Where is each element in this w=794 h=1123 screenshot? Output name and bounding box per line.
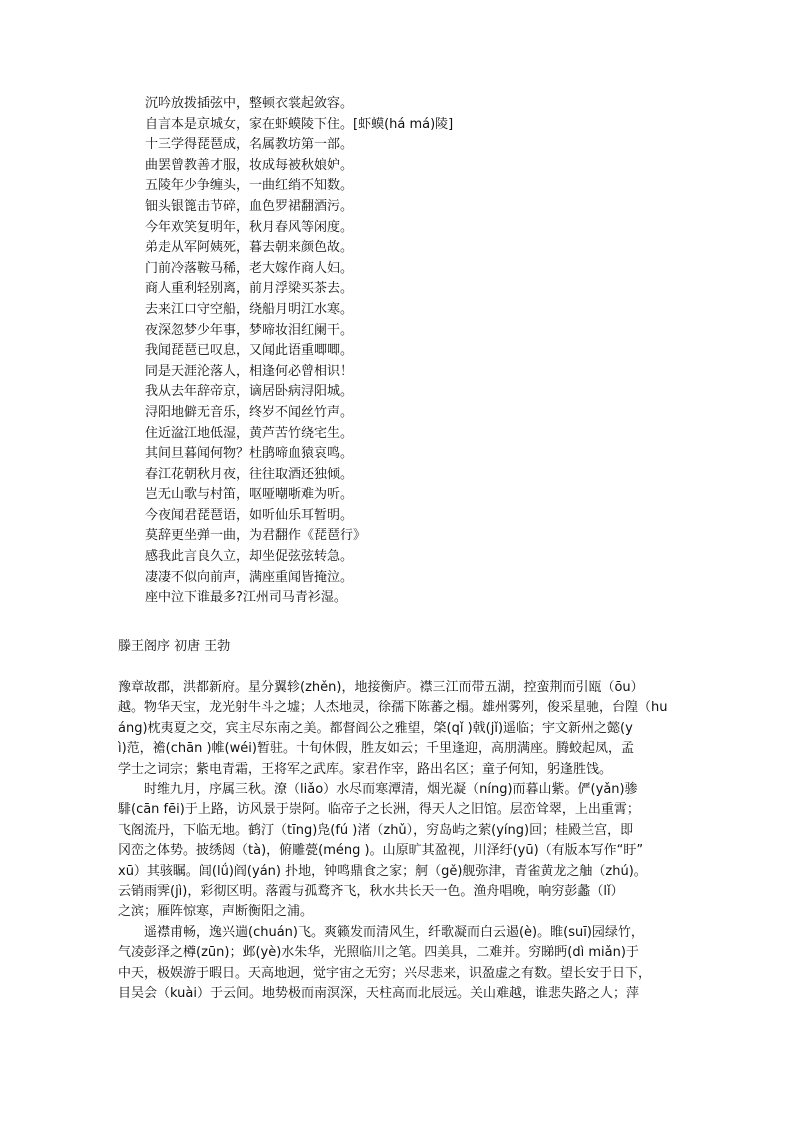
essay-line: ì)范，襜(chān )帷(wéi)暂驻。十旬休假，胜友如云；千里逢迎，高朋满座。腾蛟起凤，孟 xyxy=(118,741,634,757)
essay-line: 目吴会（kuài）于云间。地势极而南溟深，天柱高而北辰远。关山难越，谁悲失路之人；萍 xyxy=(118,986,639,1002)
essay-line: 越。物华天宝，龙光射牛斗之墟；人杰地灵，徐孺下陈蕃之榻。雄州雾列，俊采星驰，台隍（hu xyxy=(118,700,668,716)
essay-line: xū）其骇瞩。闾(lǘ)阎(yán) 扑地，钟鸣鼎食之家；舸（gě)舰弥津，青雀黄龙之舳（zhú)。 xyxy=(118,863,647,879)
essay-block xyxy=(118,678,680,1005)
poem-line: 今夜闻君琵琶语，如听仙乐耳暂明。 xyxy=(145,507,354,523)
poem-line: 夜深忽梦少年事，梦啼妆泪红阑干。 xyxy=(145,322,354,338)
poem-line: 岂无山歌与村笛，呕哑嘲哳难为听。 xyxy=(145,487,354,503)
essay-line: 豫章故郡，洪都新府。星分翼轸(zhěn)，地接衡庐。襟三江而带五湖，控蛮荆而引瓯（ōu） xyxy=(118,680,644,695)
poem-block xyxy=(145,94,705,609)
poem-line: 钿头银篦击节碎，血色罗裙翻酒污。 xyxy=(145,198,354,214)
poem-line: 今年欢笑复明年，秋月春风等闲度。 xyxy=(145,219,354,235)
essay-line: áng)枕夷夏之交，宾主尽东南之美。都督阎公之雅望，棨(qǐ )戟(jǐ)遥临；宇文新州之懿(y xyxy=(118,720,633,736)
poem-line: 其间旦暮闻何物？杜鹃啼血猿哀鸣。 xyxy=(145,446,354,462)
poem-line: 莫辞更坐弹一曲，为君翻作《琵琶行》 xyxy=(145,528,367,544)
essay-line: 时维九月，序属三秋。潦（liǎo）水尽而寒潭清，烟光凝（níng)而暮山紫。俨(yǎn)骖 xyxy=(144,782,638,798)
essay-title: 滕王阁序 初唐 王勃 xyxy=(118,639,231,654)
essay-line: 騑(cān fēi)于上路，访风景于崇阿。临帝子之长洲，得天人之旧馆。层峦耸翠，上出重霄； xyxy=(118,802,640,818)
poem-line: 我闻琵琶已叹息，又闻此语重唧唧。 xyxy=(145,343,354,359)
poem-line: 我从去年辞帝京，谪居卧病浔阳城。 xyxy=(145,384,354,400)
essay-line: 遥襟甫畅，逸兴遄(chuán)飞。爽籁发而清风生，纤歌凝而白云遏(è)。睢(suī)园绿竹， xyxy=(144,924,644,940)
poem-line: 座中泣下谁最多?江州司马青衫湿。 xyxy=(145,590,347,606)
poem-line: 自言本是京城女，家在虾蟆陵下住。[虾蟆(há má)陵] xyxy=(145,116,454,132)
poem-line: 去来江口守空船，绕船月明江水寒。 xyxy=(145,301,354,317)
poem-line: 曲罢曾教善才服，妆成每被秋娘妒。 xyxy=(145,157,354,173)
poem-line: 凄凄不似向前声，满座重闻皆掩泣。 xyxy=(145,569,354,585)
essay-line: 飞阁流丹，下临无地。鹤汀（tīng)凫(fú )渚（zhǔ），穷岛屿之萦(yíng)回；桂殿兰宫，即 xyxy=(118,822,634,838)
poem-line: 同是天涯沦落人，相逢何必曾相识！ xyxy=(145,363,354,379)
essay-line: 云销雨霁(jì)，彩彻区明。落霞与孤鹜齐飞，秋水共长天一色。渔舟唱晚，响穷彭蠡（lǐ） xyxy=(118,884,624,900)
poem-line: 住近湓江地低湿，黄芦苦竹绕宅生。 xyxy=(145,425,354,441)
poem-line: 春江花朝秋月夜，往往取酒还独倾。 xyxy=(145,466,354,482)
essay-line: 学士之词宗；紫电青霜，王将军之武库。家君作宰，路出名区；童子何知，躬逢胜饯。 xyxy=(118,761,613,777)
poem-line: 门前冷落鞍马稀，老大嫁作商人妇。 xyxy=(145,260,354,276)
essay-line: 中天，极娱游于暇日。天高地迥，觉宇宙之无穷；兴尽悲来，识盈虚之有数。望长安于日下， xyxy=(118,965,652,981)
poem-line: 商人重利轻别离，前月浮梁买茶去。 xyxy=(145,281,354,297)
poem-line: 感我此言良久立，却坐促弦弦转急。 xyxy=(145,549,354,565)
poem-line: 十三学得琵琶成，名属教坊第一部。 xyxy=(145,137,354,153)
poem-line: 沉吟放拨插弦中，整顿衣裳起敛容。 xyxy=(145,96,354,111)
poem-line: 弟走从军阿姨死，暮去朝来颜色故。 xyxy=(145,240,354,256)
poem-line: 浔阳地僻无音乐，终岁不闻丝竹声。 xyxy=(145,404,354,420)
essay-line: 冈峦之体势。披绣闼（tà)，俯雕甍(méng )。山原旷其盈视，川泽纡(yū)（有版本写作“盱” xyxy=(118,843,644,859)
essay-line: 之滨；雁阵惊寒，声断衡阳之浦。 xyxy=(118,904,314,920)
essay-line: 气凌彭泽之樽(zūn)；邺(yè)水朱华，光照临川之笔。四美具，二难并。穷睇眄(dì miǎn)于 xyxy=(118,945,639,961)
poem-line: 五陵年少争缠头，一曲红绡不知数。 xyxy=(145,178,354,194)
